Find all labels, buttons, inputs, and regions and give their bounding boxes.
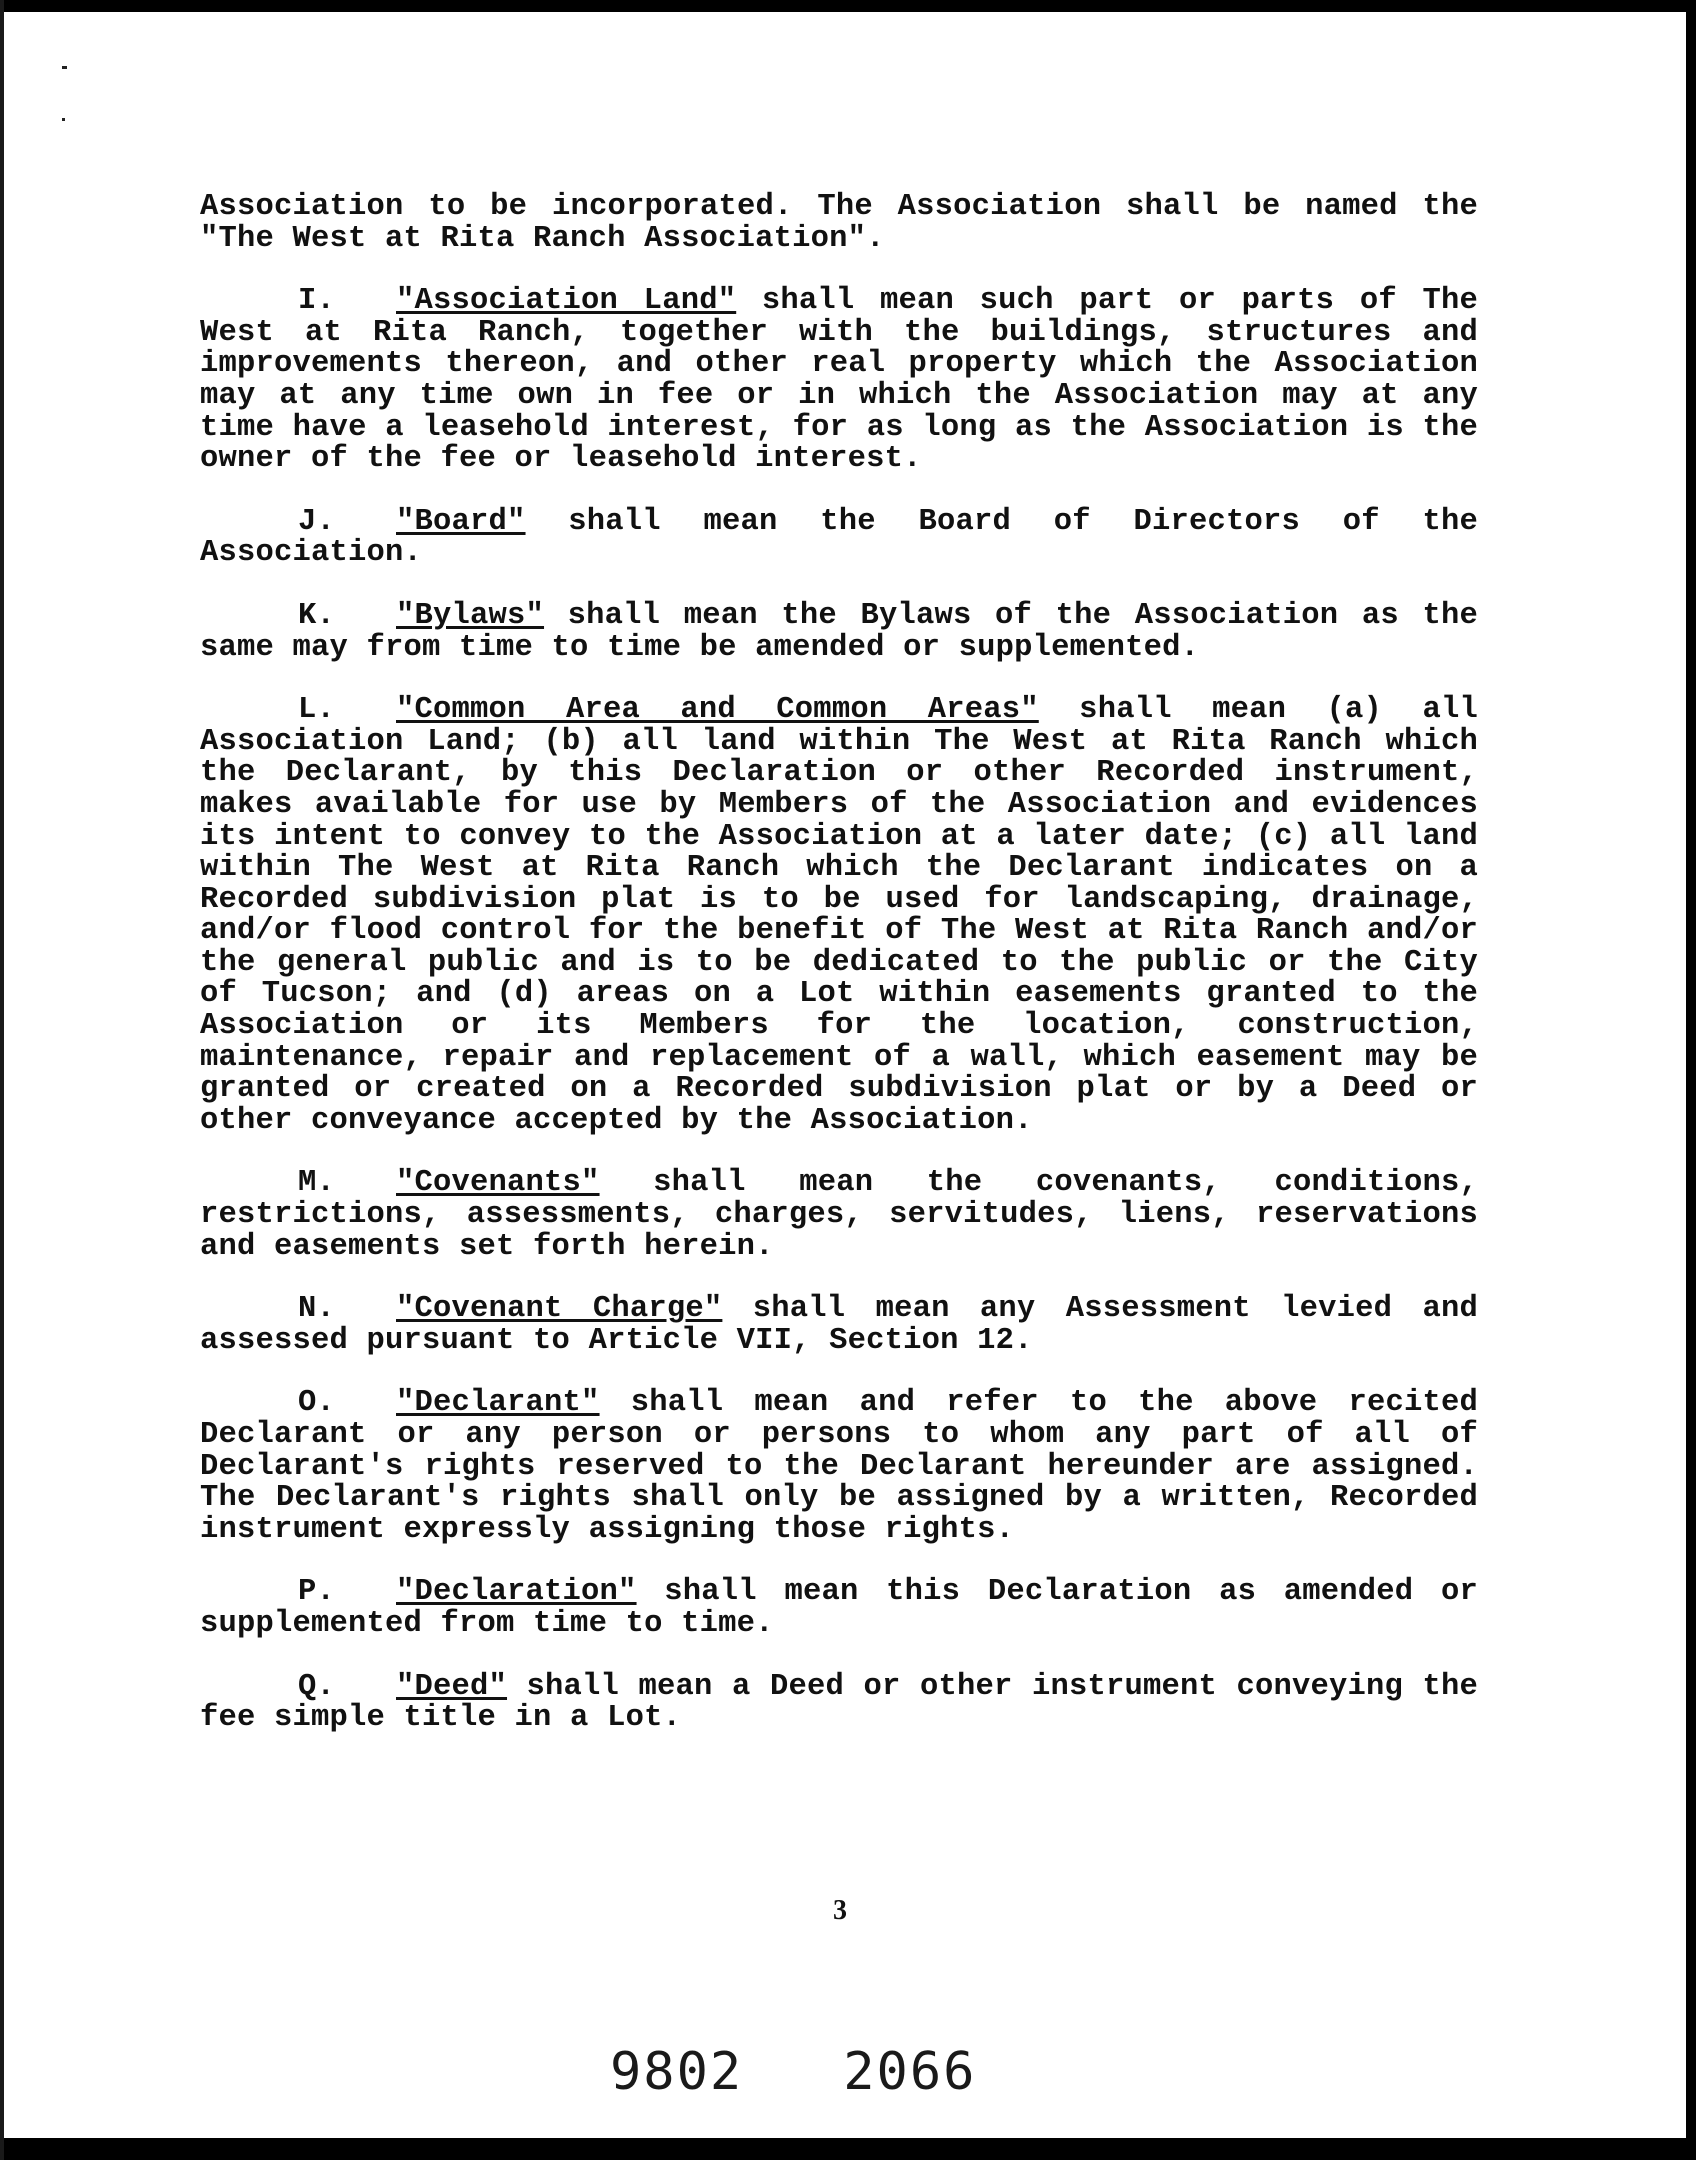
definition-k [200, 598, 1478, 665]
document-body [200, 192, 1478, 1766]
definition-term: "Board" [396, 504, 526, 539]
definition-i [200, 286, 1478, 476]
definition-term: "Covenants" [396, 1166, 600, 1201]
definition-text: shall mean the Board of Directors of the Association. [200, 504, 1478, 571]
stamp-page-number: 2066 [843, 2042, 977, 2102]
definition-text: shall mean the Bylaws of the Association as the same may from time to time be amended or supplemented. [200, 598, 1478, 665]
definition-o [200, 1388, 1478, 1546]
scan-edge-right [1686, 0, 1696, 2160]
scan-edge-left [0, 0, 4, 2160]
definition-l [200, 695, 1478, 1137]
definition-letter: O. [298, 1386, 336, 1421]
definition-text: shall mean the covenants, conditions, restrictions, assessments, charges, servitudes, liens, reservations and easements set forth herein. [200, 1166, 1478, 1264]
definition-n [200, 1294, 1478, 1357]
definition-text: shall mean this Declaration as amended or supplemented from time to time. [200, 1575, 1478, 1641]
scan-speck [62, 118, 65, 121]
definition-j [200, 504, 1478, 571]
definition-letter: Q. [298, 1669, 336, 1704]
definition-letter: P. [298, 1575, 336, 1610]
opening-paragraph: Association to be incorporated. The Association shall be named the "The West at Rita Ranch Association". [200, 190, 1478, 256]
scan-edge-bottom [0, 2138, 1696, 2160]
definition-term: "Covenant Charge" [396, 1292, 723, 1327]
definition-term: "Declaration" [396, 1575, 637, 1610]
definition-term: "Declarant" [396, 1386, 600, 1421]
definition-letter: M. [298, 1166, 336, 1201]
definition-letter: K. [298, 598, 336, 633]
definition-text: shall mean (a) all Association Land; (b) all land within The West at Rita Ranch which the Declarant, by this Declaration or other Recorded instrument, makes available for use by Members of the Association and evidences its intent to convey to the Association at a later date; (c) all land within The West at Rita Ranch which the Declarant indicates on a Recorded subdivision plat is to be used for landscaping, drainage, and/or flood control for the benefit of The West at Rita Ranch and/or the general public and is to be dedicated to the public or the City of Tucson; and (d) areas on a Lot within easements granted to the Association or its Members for the location, construction, maintenance, repair and replacement of a wall, which easement may be granted or created on a Recorded subdivision plat or by a Deed or other conveyance accepted by the Association. [200, 693, 1478, 1138]
scan-speck [62, 66, 67, 69]
definition-term: "Common Area and Common Areas" [396, 693, 1039, 728]
definition-letter: L. [298, 693, 336, 728]
definition-term: "Association Land" [396, 284, 737, 319]
definition-letter: I. [298, 284, 336, 319]
definition-term: "Bylaws" [396, 598, 545, 633]
definition-text: shall mean and refer to the above recited Declarant or any person or persons to whom any part of all of Declarant's rights reserved to the Declarant hereunder are assigned. The Declarant's rights shall only be assigned by a written, Recorded instrument expressly assigning those rights. [200, 1386, 1478, 1547]
definition-text: shall mean a Deed or other instrument conveying the fee simple title in a Lot. [200, 1669, 1478, 1736]
definition-text: shall mean such part or parts of The West at Rita Ranch, together with the buildings, structures and improvements thereon, and other real property which the Association may at any time own in fee or in which the Association may at any time have a leasehold interest, for as long as the Association is the owner of the fee or leasehold interest. [200, 284, 1478, 477]
definition-q [200, 1669, 1478, 1736]
definition-term: "Deed" [396, 1669, 508, 1704]
definition-letter: N. [298, 1292, 336, 1327]
recording-stamp [610, 2042, 976, 2102]
definition-p [200, 1577, 1478, 1640]
scan-edge-top [0, 0, 1696, 12]
definition-m [200, 1168, 1478, 1263]
stamp-book-number: 9802 [610, 2042, 744, 2102]
page-number: 3 [833, 1895, 847, 1926]
definition-text: shall mean any Assessment levied and assessed pursuant to Article VII, Section 12. [200, 1292, 1478, 1358]
definition-letter: J. [298, 504, 336, 539]
